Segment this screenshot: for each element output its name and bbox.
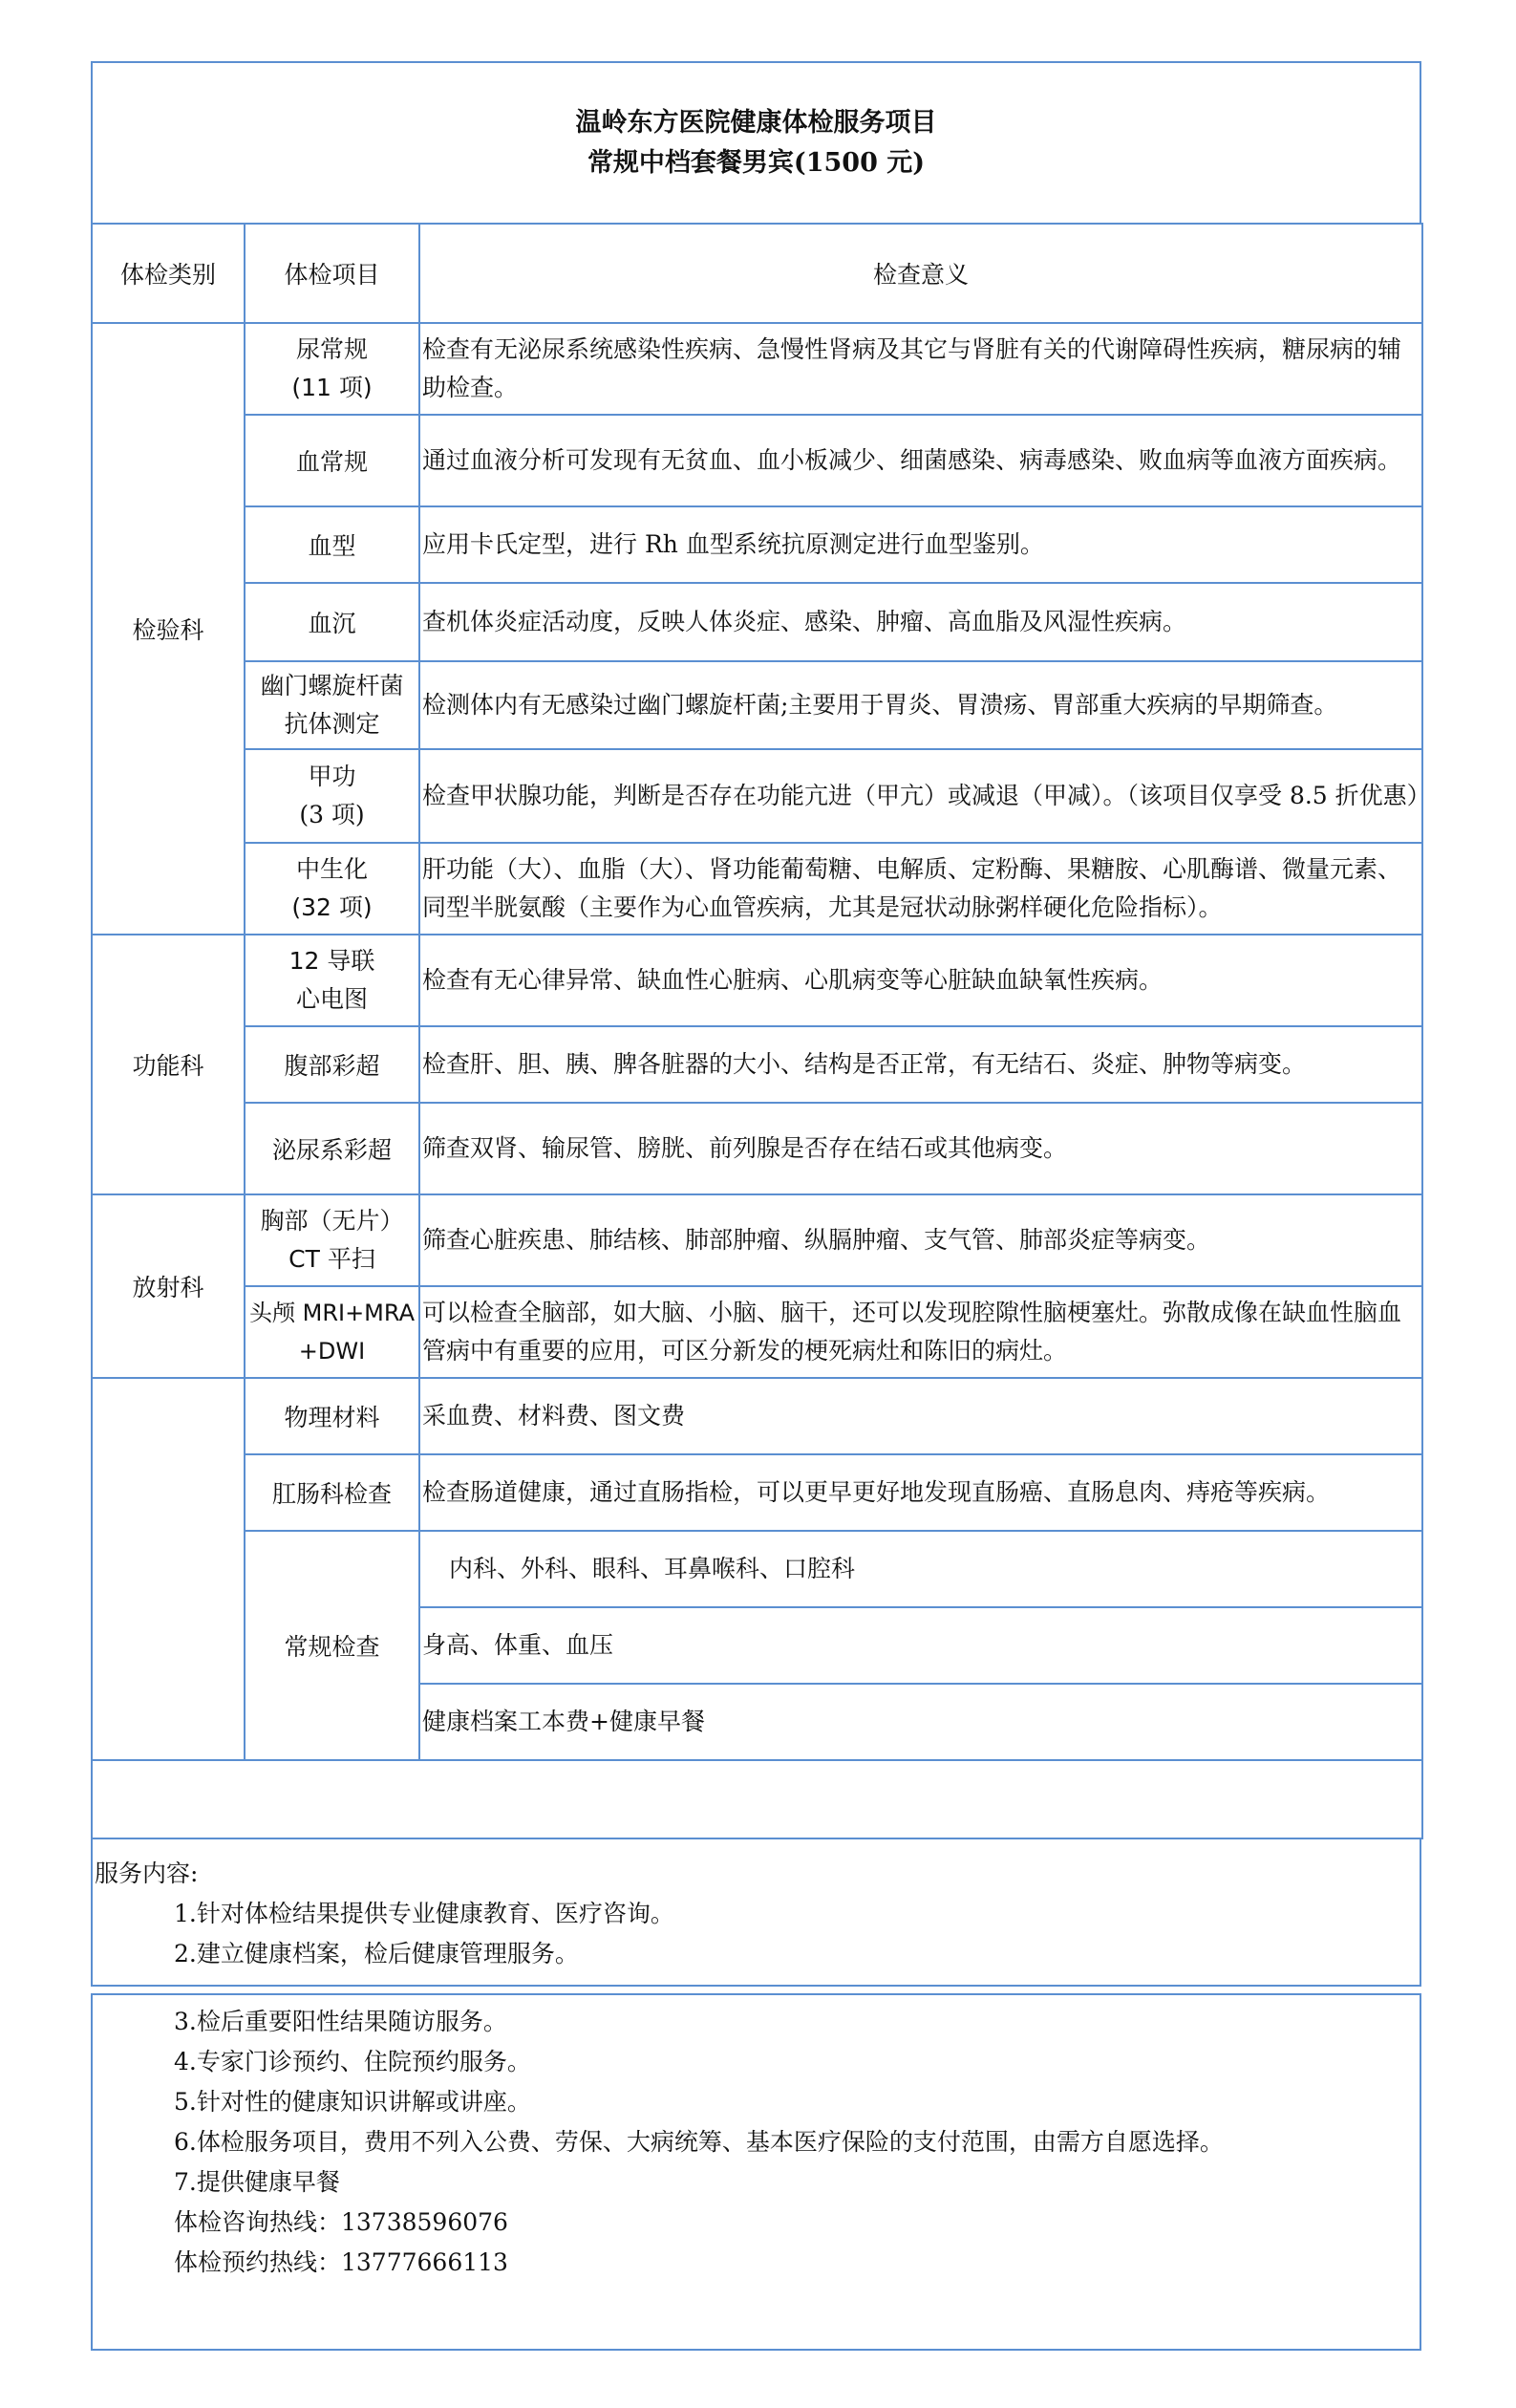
services-box-1 <box>91 1838 1421 1987</box>
service-item: 7.提供健康早餐 <box>174 2168 340 2196</box>
item-ecg <box>245 935 419 1026</box>
table-header-row <box>92 224 1422 323</box>
item-rectal: 肛肠科检查 <box>245 1454 419 1531</box>
item-biochem-count: (32 项) <box>291 893 373 921</box>
desc-biochem: 肝功能（大）、血脂（大）、肾功能葡萄糖、电解质、定粉酶、果糖胺、心肌酶谱、微量元素、同型半胱氨酸（主要作为心血管疾病，尤其是冠状动脉粥样硬化危险指标）。 <box>419 843 1422 935</box>
item-hp <box>245 661 419 749</box>
table-row <box>92 1454 1422 1531</box>
title-line-1: 温岭东方医院健康体检服务项目 <box>575 107 937 138</box>
table-row <box>92 583 1422 661</box>
consult-hotline: 体检咨询热线：13738596076 <box>174 2208 508 2236</box>
desc-routine-3: 健康档案工本费+健康早餐 <box>419 1684 1422 1760</box>
desc-uro: 筛查双肾、输尿管、膀胱、前列腺是否存在结石或其他病变。 <box>419 1103 1422 1194</box>
category-radiology: 放射科 <box>92 1194 245 1378</box>
exam-table <box>91 223 1431 1839</box>
item-hp-line2: 抗体测定 <box>284 710 380 738</box>
item-thyroid-name: 甲功 <box>308 763 356 790</box>
table-row <box>92 1531 1422 1607</box>
service-item: 1.针对体检结果提供专业健康教育、医疗咨询。 <box>174 1900 674 1927</box>
item-bloodtype: 血型 <box>245 506 419 583</box>
header-category: 体检类别 <box>92 224 245 323</box>
table-row <box>92 749 1422 843</box>
desc-blood: 通过血液分析可发现有无贫血、血小板减少、细菌感染、病毒感染、败血病等血液方面疾病。 <box>419 415 1422 506</box>
table-row-empty <box>92 1760 1422 1838</box>
item-esr: 血沉 <box>245 583 419 661</box>
item-hp-line1: 幽门螺旋杆菌 <box>260 672 404 699</box>
desc-thyroid: 检查甲状腺功能，判断是否存在功能亢进（甲亢）或减退（甲减）。（该项目仅享受 8.5 折优惠） <box>419 749 1422 843</box>
empty-cell <box>92 1760 1422 1838</box>
table-row <box>92 323 1422 415</box>
table-row <box>92 1286 1422 1378</box>
item-blood: 血常规 <box>245 415 419 506</box>
item-biochem-name: 中生化 <box>295 855 368 883</box>
desc-urine: 检查有无泌尿系统感染性疾病、急慢性肾病及其它与肾脏有关的代谢障碍性疾病，糖尿病的辅助检查。 <box>419 323 1422 415</box>
desc-esr: 查机体炎症活动度，反映人体炎症、感染、肿瘤、高血脂及风湿性疾病。 <box>419 583 1422 661</box>
desc-hp: 检测体内有无感染过幽门螺旋杆菌;主要用于胃炎、胃溃疡、胃部重大疾病的早期筛查。 <box>419 661 1422 749</box>
item-abd: 腹部彩超 <box>245 1026 419 1103</box>
item-ecg-line2: 心电图 <box>295 985 368 1013</box>
service-item: 2.建立健康档案，检后健康管理服务。 <box>174 1940 579 1967</box>
booking-hotline: 体检预约热线：13777666113 <box>174 2248 508 2276</box>
table-row <box>92 1103 1422 1194</box>
service-item: 5.针对性的健康知识讲解或讲座。 <box>174 2088 531 2116</box>
document-title <box>91 61 1421 225</box>
item-routine: 常规检查 <box>245 1531 419 1760</box>
table-row <box>92 1194 1422 1286</box>
desc-bloodtype: 应用卡氏定型，进行 Rh 血型系统抗原测定进行血型鉴别。 <box>419 506 1422 583</box>
title-line-2: 常规中档套餐男宾(1500 元) <box>587 147 926 178</box>
table-row <box>92 506 1422 583</box>
table-row <box>92 661 1422 749</box>
item-thyroid-count: (3 项) <box>299 801 365 828</box>
desc-head: 可以检查全脑部，如大脑、小脑、脑干，还可以发现腔隙性脑梗塞灶。弥散成像在缺血性脑血管病中有重要的应用，可区分新发的梗死病灶和陈旧的病灶。 <box>419 1286 1422 1378</box>
item-urine <box>245 323 419 415</box>
item-head <box>245 1286 419 1378</box>
item-head-line1: 头颅 MRI+MRA <box>248 1300 416 1326</box>
desc-abd: 检查肝、胆、胰、脾各脏器的大小、结构是否正常，有无结石、炎症、肿物等病变。 <box>419 1026 1422 1103</box>
category-function: 功能科 <box>92 935 245 1194</box>
services-box-2 <box>91 1993 1421 2351</box>
item-ecg-line1: 12 导联 <box>288 947 375 975</box>
item-chest-line1: 胸部（无片） <box>260 1207 404 1235</box>
header-meaning: 检查意义 <box>419 224 1422 323</box>
item-chest-line2: CT 平扫 <box>288 1245 375 1273</box>
header-item: 体检项目 <box>245 224 419 323</box>
table-row <box>92 1378 1422 1454</box>
table-row <box>92 843 1422 935</box>
category-lab: 检验科 <box>92 323 245 935</box>
desc-material: 采血费、材料费、图文费 <box>419 1378 1422 1454</box>
services-heading: 服务内容: <box>95 1860 199 1887</box>
service-item: 6.体检服务项目，费用不列入公费、劳保、大病统筹、基本医疗保险的支付范围，由需方自愿选择。 <box>174 2128 1224 2156</box>
desc-chest: 筛查心脏疾患、肺结核、肺部肿瘤、纵膈肿瘤、支气管、肺部炎症等病变。 <box>419 1194 1422 1286</box>
table-row <box>92 935 1422 1026</box>
table-row <box>92 1026 1422 1103</box>
item-material: 物理材料 <box>245 1378 419 1454</box>
service-item: 3.检后重要阳性结果随访服务。 <box>174 2008 507 2035</box>
desc-routine-1: 内科、外科、眼科、耳鼻喉科、口腔科 <box>419 1531 1422 1607</box>
item-uro: 泌尿系彩超 <box>245 1103 419 1194</box>
desc-routine-2: 身高、体重、血压 <box>419 1607 1422 1684</box>
item-urine-count: (11 项) <box>291 374 373 401</box>
desc-ecg: 检查有无心律异常、缺血性心脏病、心肌病变等心脏缺血缺氧性疾病。 <box>419 935 1422 1026</box>
service-item: 4.专家门诊预约、住院预约服务。 <box>174 2048 531 2075</box>
item-biochem <box>245 843 419 935</box>
desc-rectal: 检查肠道健康，通过直肠指检，可以更早更好地发现直肠癌、直肠息肉、痔疮等疾病。 <box>419 1454 1422 1531</box>
item-urine-name: 尿常规 <box>295 335 368 363</box>
category-empty <box>92 1378 245 1760</box>
item-chest <box>245 1194 419 1286</box>
table-row <box>92 415 1422 506</box>
item-thyroid <box>245 749 419 843</box>
item-head-line2: +DWI <box>298 1338 366 1365</box>
